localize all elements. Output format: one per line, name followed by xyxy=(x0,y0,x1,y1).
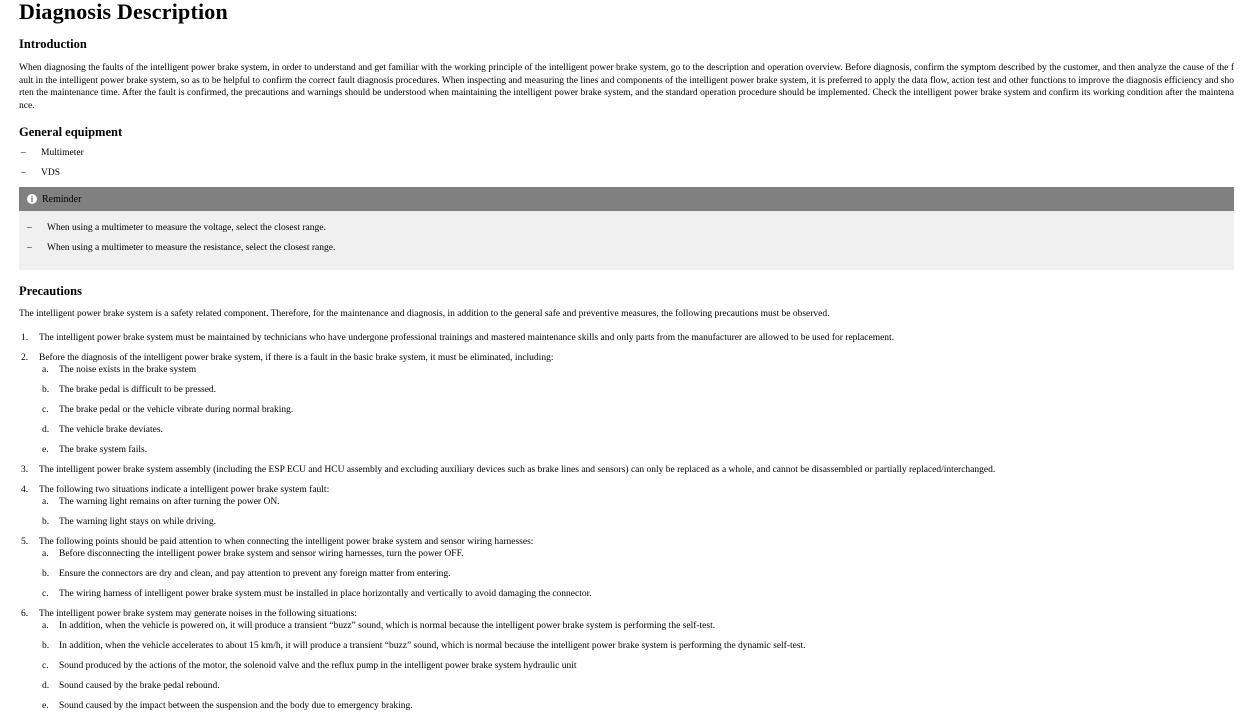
page-title: Diagnosis Description xyxy=(19,0,228,24)
subitem-letter: a. xyxy=(42,549,49,559)
subitem-letter: d. xyxy=(42,425,50,435)
precaution-number: 2. xyxy=(21,353,29,363)
subitem-text: Sound produced by the actions of the motor, the solenoid valve and the reflux pump in the intelligent power brake system hydraulic unit xyxy=(59,661,577,671)
subitem-letter: e. xyxy=(42,445,49,455)
subitem-letter: b. xyxy=(42,569,50,579)
reminder-label: Reminder xyxy=(42,193,82,205)
precaution-sublist xyxy=(39,620,1234,712)
precaution-subitem xyxy=(39,404,1234,416)
subitem-text: In addition, when the vehicle is powered on, it will produce a transient “buzz” sound, which is normal because the intelligent power brake system is performing the self-test. xyxy=(59,621,716,631)
precaution-subitem xyxy=(39,444,1234,456)
subitem-text: The brake system fails. xyxy=(59,445,148,455)
subitem-text: Ensure the connectors are dry and clean, and pay attention to prevent any foreign matter from entering. xyxy=(59,569,451,579)
subitem-letter: c. xyxy=(42,589,49,599)
equipment-list xyxy=(19,147,1234,179)
precaution-subitem xyxy=(39,516,1234,528)
precaution-text: The intelligent power brake system assembly (including the ESP ECU and HCU assembly and excluding auxiliary devices such as brake lines and sensors) can only be replaced as a whole, and cannot be disassembled or partially replaced/interchanged. xyxy=(39,465,996,475)
subitem-text: The warning light stays on while driving. xyxy=(59,517,216,527)
subitem-letter: e. xyxy=(42,701,49,711)
precaution-subitem xyxy=(39,364,1234,376)
precaution-text: The following two situations indicate a intelligent power brake system fault: xyxy=(39,485,330,495)
subitem-text: In addition, when the vehicle accelerates to about 15 km/h, it will produce a transient “buzz” sound, which is normal because the intelligent power brake system is performing the dynamic self-test. xyxy=(59,641,806,651)
subitem-text: The wiring harness of intelligent power brake system must be installed in place horizontally and vertically to avoid damaging the connector. xyxy=(59,589,592,599)
precaution-number: 5. xyxy=(21,537,29,547)
precaution-subitem xyxy=(39,700,1234,712)
subitem-text: Before disconnecting the intelligent power brake system and sensor wiring harnesses, turn the power OFF. xyxy=(59,549,464,559)
precaution-subitem xyxy=(39,384,1234,396)
subitem-letter: b. xyxy=(42,517,50,527)
precaution-item xyxy=(19,484,1234,528)
subitem-text: Sound caused by the brake pedal rebound. xyxy=(59,681,220,691)
precaution-number: 1. xyxy=(21,333,29,343)
precaution-sublist xyxy=(39,364,1234,456)
precaution-item xyxy=(19,464,1234,476)
precaution-text: The following points should be paid attention to when connecting the intelligent power brake system and sensor wiring harnesses: xyxy=(39,537,534,547)
precaution-subitem xyxy=(39,424,1234,436)
reminder-item: – When using a multimeter to measure the resistance, select the closest range. xyxy=(25,242,1234,254)
equipment-item: – Multimeter xyxy=(19,147,1234,159)
subitem-letter: a. xyxy=(42,497,49,507)
precaution-number: 6. xyxy=(21,609,29,619)
subitem-text: Sound caused by the impact between the suspension and the body due to emergency braking. xyxy=(59,701,413,711)
precautions-intro: The intelligent power brake system is a safety related component. Therefore, for the maintenance and diagnosis, in addition to the general safe and preventive measures, the following precautions must be observed. xyxy=(19,309,830,319)
precaution-number: 3. xyxy=(21,465,29,475)
introduction-heading: Introduction xyxy=(19,37,87,51)
precaution-subitem xyxy=(39,620,1234,632)
precaution-item xyxy=(19,352,1234,456)
precaution-subitem xyxy=(39,680,1234,692)
precaution-subitem xyxy=(39,660,1234,672)
subitem-letter: a. xyxy=(42,365,49,375)
precaution-text: Before the diagnosis of the intelligent power brake system, if there is a fault in the basic brake system, it must be eliminated, including: xyxy=(39,353,554,363)
precaution-subitem xyxy=(39,496,1234,508)
reminder-header xyxy=(19,187,1234,211)
subitem-letter: d. xyxy=(42,681,50,691)
precaution-number: 4. xyxy=(21,485,29,495)
precautions-heading: Precautions xyxy=(19,284,82,298)
subitem-letter: b. xyxy=(42,385,50,395)
precaution-subitem xyxy=(39,568,1234,580)
subitem-text: The warning light remains on after turning the power ON. xyxy=(59,497,280,507)
subitem-text: The vehicle brake deviates. xyxy=(59,425,163,435)
precaution-subitem xyxy=(39,548,1234,560)
precaution-subitem xyxy=(39,640,1234,652)
subitem-letter: c. xyxy=(42,661,49,671)
precautions-list xyxy=(19,332,1234,712)
general-equipment-heading: General equipment xyxy=(19,125,123,139)
reminder-box xyxy=(19,187,1234,270)
reminder-item: – When using a multimeter to measure the voltage, select the closest range. xyxy=(25,222,1234,234)
subitem-letter: a. xyxy=(42,621,49,631)
subitem-text: The noise exists in the brake system xyxy=(59,365,197,375)
subitem-text: The brake pedal or the vehicle vibrate during normal braking. xyxy=(59,405,294,415)
equipment-item: – VDS xyxy=(19,167,1234,179)
precaution-subitem xyxy=(39,588,1234,600)
subitem-text: The brake pedal is difficult to be pressed. xyxy=(59,385,217,395)
precaution-text: The intelligent power brake system must be maintained by technicians who have undergone professional trainings and mastered maintenance skills and only parts from the manufacturer are allowed to be used for replacement. xyxy=(39,333,895,343)
subitem-letter: c. xyxy=(42,405,49,415)
info-icon: i xyxy=(27,194,37,204)
precaution-text: The intelligent power brake system may generate noises in the following situations: xyxy=(39,609,357,619)
subitem-letter: b. xyxy=(42,641,50,651)
precaution-sublist xyxy=(39,548,1234,600)
reminder-list xyxy=(19,222,1234,254)
precaution-item xyxy=(19,536,1234,600)
precaution-sublist xyxy=(39,496,1234,528)
reminder-body xyxy=(19,211,1234,270)
precaution-item xyxy=(19,332,1234,344)
precaution-item xyxy=(19,608,1234,712)
introduction-text: When diagnosing the faults of the intelligent power brake system, in order to understand and get familiar with the working principle of the intelligent power brake system, go to the description and operation overview. Before diagnosis, confirm the symptom described by the customer, and then analyze the cause of the fault in the intelligent power brake system, so as to be helpful to confirm the correct fault diagnosis procedures. When inspecting and measuring the lines and components of the intelligent power brake system, it is preferred to apply the data flow, action test and other functions to improve the diagnosis efficiency and shorten the maintenance time. After the fault is confirmed, the precautions and warnings should be understood when maintaining the intelligent power brake system, and the standard operation procedure should be implemented. Check the intelligent power brake system and confirm its working condition after the maintenance. xyxy=(19,63,1234,111)
